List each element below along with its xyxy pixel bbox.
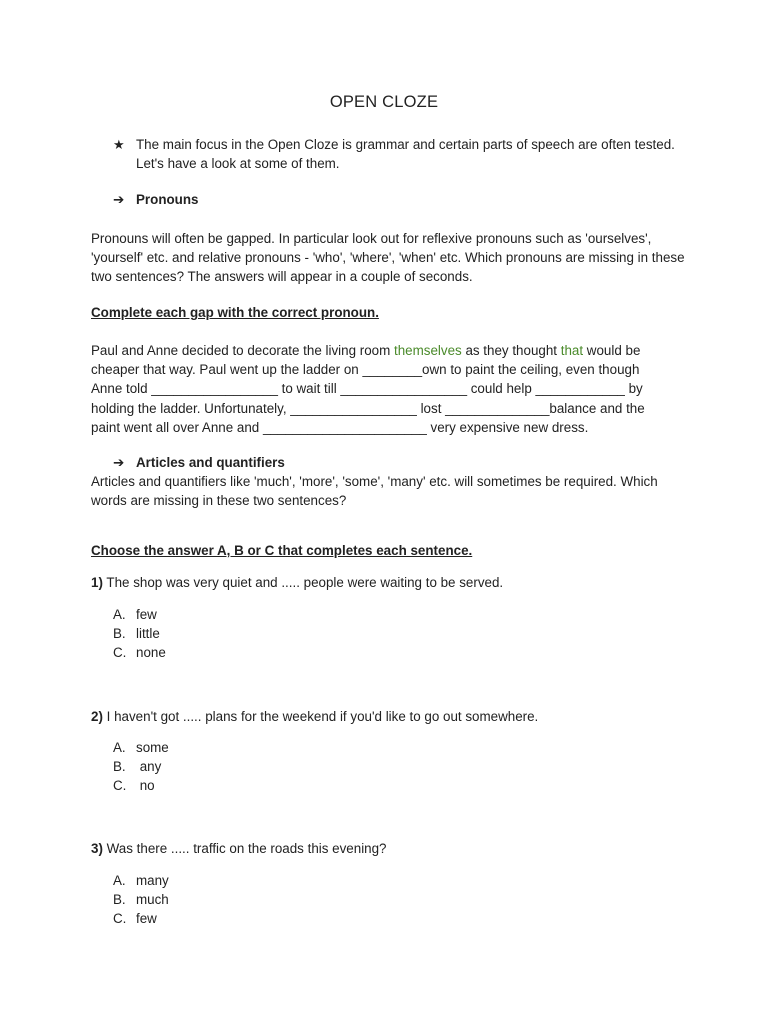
star-bullet-icon: ★	[113, 137, 125, 152]
pronouns-task-heading: Complete each gap with the correct pronoun.	[91, 305, 379, 320]
option-text: few	[136, 607, 157, 622]
option-letter: C.	[113, 778, 127, 793]
articles-task-heading: Choose the answer A, B or C that completes each sentence.	[91, 543, 473, 558]
question-number: 2)	[91, 709, 103, 724]
option-text: any	[136, 759, 162, 774]
exercise-text-3: would be cheaper that way. Paul went up the ladder on ________own to paint the ceiling, even though Anne told _________________ to wait till _________________ could help ____________ by holding the ladder. Unfortunately, _________________ lost ______________balance and the paint went all over Anne and ______________________ very expensive new dress.	[91, 343, 645, 435]
option-text: few	[136, 911, 157, 926]
option-letter: C.	[113, 911, 127, 926]
pronouns-heading: Pronouns	[136, 192, 199, 207]
answer-themselves: themselves	[393, 343, 462, 358]
articles-paragraph: Articles and quantifiers like 'much', 'more', 'some', 'many' etc. will sometimes be required. Which words are missing in these two sentences?	[91, 474, 658, 509]
question-3	[91, 841, 387, 856]
page-title: OPEN CLOZE	[329, 93, 439, 111]
option-letter: B.	[113, 892, 126, 907]
option-text: no	[136, 778, 155, 793]
question-text: Was there ..... traffic on the roads this evening?	[102, 841, 387, 856]
intro-text: The main focus in the Open Cloze is grammar and certain parts of speech are often tested. Let's have a look at some of them.	[136, 137, 675, 171]
exercise-text-2: as they thought	[461, 343, 561, 358]
option-text: none	[136, 645, 166, 660]
pronouns-exercise	[91, 341, 671, 437]
option-letter: C.	[113, 645, 127, 660]
arrow-bullet-icon: ➔	[113, 192, 125, 207]
option-text: little	[136, 626, 160, 641]
question-text: The shop was very quiet and ..... people were waiting to be served.	[102, 575, 504, 590]
option-text: many	[136, 873, 169, 888]
question-text: I haven't got ..... plans for the weekend if you'd like to go out somewhere.	[102, 709, 539, 724]
arrow-bullet-icon: ➔	[113, 455, 125, 470]
option-text: some	[136, 740, 169, 755]
option-letter: B.	[113, 759, 126, 774]
question-2	[91, 709, 538, 724]
answer-that: that	[560, 343, 584, 358]
question-number: 3)	[91, 841, 103, 856]
question-1	[91, 575, 503, 590]
pronouns-paragraph: Pronouns will often be gapped. In particular look out for reflexive pronouns such as 'ourselves', 'yourself' etc. and relative pronouns - 'who', 'where', 'when' etc. Which pronouns are missing in these two sentences? The answers will appear in a couple of seconds.	[91, 231, 685, 285]
option-letter: B.	[113, 626, 126, 641]
question-number: 1)	[91, 575, 103, 590]
option-letter: A.	[113, 607, 126, 622]
option-text: much	[136, 892, 169, 907]
option-letter: A.	[113, 740, 126, 755]
exercise-text-1: Paul and Anne decided to decorate the living room	[91, 343, 394, 358]
option-letter: A.	[113, 873, 126, 888]
articles-heading: Articles and quantifiers	[136, 455, 285, 470]
